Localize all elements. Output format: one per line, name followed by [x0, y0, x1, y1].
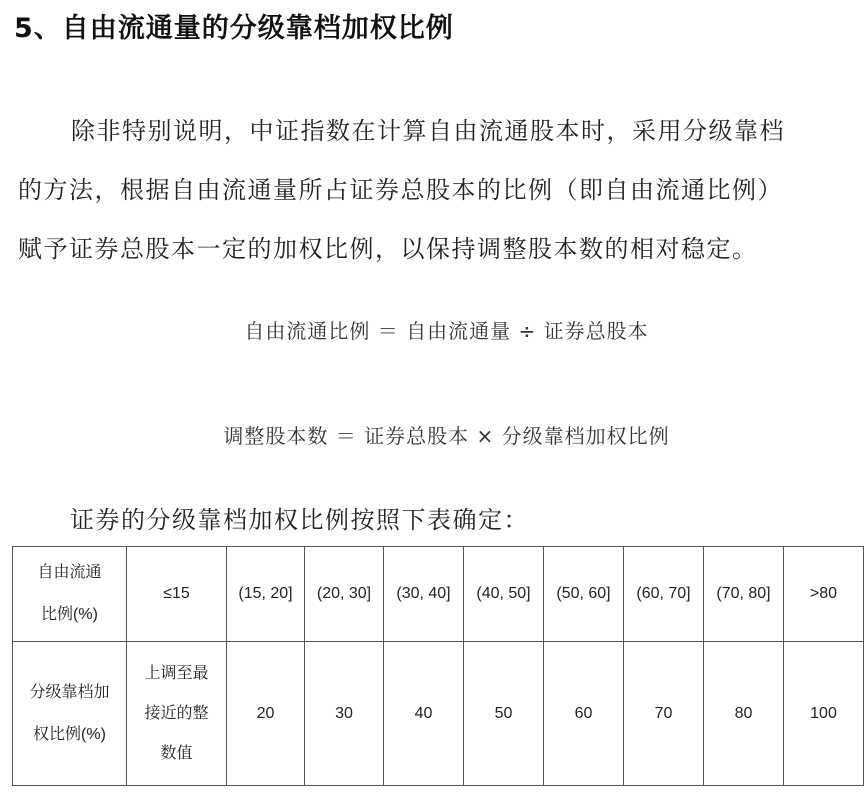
table-intro: 证券的分级靠档加权比例按照下表确定： — [70, 506, 529, 534]
description-paragraph — [18, 102, 858, 279]
column-range: ≤15 — [127, 547, 227, 642]
weight-value: 30 — [305, 642, 384, 786]
column-range: (60, 70] — [624, 547, 704, 642]
round-up-note: 上调至最 接近的整 数值 — [127, 642, 227, 786]
paragraph-line-2: 的方法，根据自由流通量所占证券总股本的比例（即自由流通比例） — [18, 176, 783, 204]
adjusted-shares-formula: 调整股本数 ＝ 证券总股本 × 分级靠档加权比例 — [223, 424, 670, 448]
paragraph-line-1: 除非特别说明，中证指数在计算自由流通股本时，采用分级靠档 — [71, 117, 785, 145]
weight-value: 70 — [624, 642, 704, 786]
column-range: (50, 60] — [544, 547, 624, 642]
weighting-table — [12, 546, 864, 786]
weight-value: 100 — [784, 642, 864, 786]
column-range: >80 — [784, 547, 864, 642]
paragraph-line-3: 赋予证券总股本一定的加权比例，以保持调整股本数的相对稳定。 — [18, 235, 758, 263]
section-title: 5、自由流通量的分级靠档加权比例 — [14, 13, 454, 44]
weight-value: 80 — [704, 642, 784, 786]
table-row — [13, 547, 864, 642]
weight-value: 20 — [227, 642, 305, 786]
weight-value: 50 — [464, 642, 544, 786]
column-range: (15, 20] — [227, 547, 305, 642]
free-float-ratio-formula: 自由流通比例 ＝ 自由流通量 ÷ 证券总股本 — [244, 319, 649, 343]
weight-value: 60 — [544, 642, 624, 786]
column-range: (30, 40] — [384, 547, 464, 642]
weight-value: 40 — [384, 642, 464, 786]
row-header-weight-ratio: 分级靠档加 权比例(%) — [13, 642, 127, 786]
column-range: (70, 80] — [704, 547, 784, 642]
column-range: (20, 30] — [305, 547, 384, 642]
table-row — [13, 642, 864, 786]
column-range: (40, 50] — [464, 547, 544, 642]
row-header-free-float-ratio: 自由流通 比例(%) — [13, 547, 127, 642]
